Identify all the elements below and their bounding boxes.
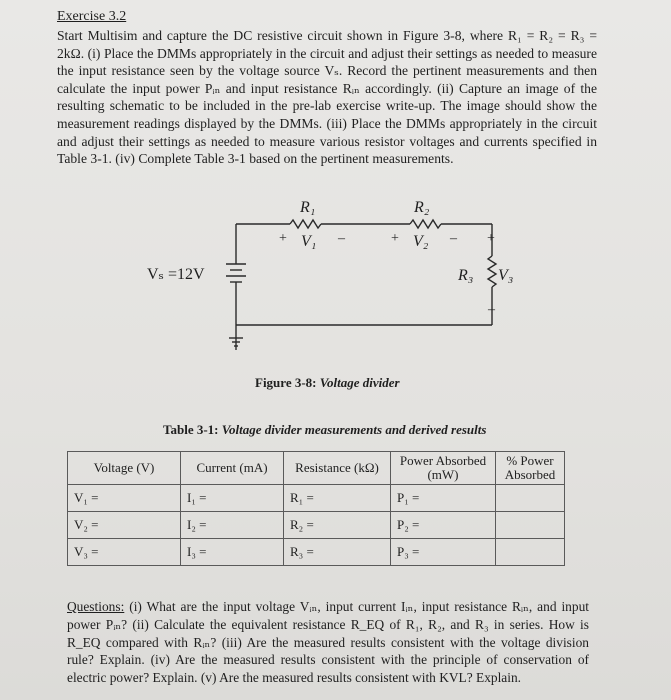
v3-minus: – xyxy=(488,302,495,317)
cell-pct3[interactable] xyxy=(496,539,565,566)
cell-pct2[interactable] xyxy=(496,512,565,539)
exercise-instructions: Start Multisim and capture the DC resistive circuit shown in Figure 3-8, where R₁ = R₂ = R₃ = 2kΩ. (i) Place the DMMs appropriately in the circuit and adjust their settings as needed to measure the input resistance seen by the voltage source Vₛ. Record the pertinent measurements and then calculate the input power Pᵢₙ and input resistance Rᵢₙ accordingly. (ii) Capture an image of the resulting schematic to be included in the pre-lab exercise write-up. The image should show the measurement readings displayed by the DMMs. (iii) Place the DMMs appropriately in the circuit and adjust their settings as needed to measure various resistor voltages and currents specified in Table 3-1. (iv) Complete Table 3-1 based on the pertinent measurements. xyxy=(57,28,597,167)
r1-resistor xyxy=(290,220,321,228)
cell-p1[interactable]: P₁ = xyxy=(391,485,496,512)
cell-pct1[interactable] xyxy=(496,485,565,512)
source-label: Vₛ =12V xyxy=(147,266,205,283)
r3-resistor xyxy=(488,256,496,287)
v2-label: V₂ xyxy=(413,233,429,250)
table-header-row xyxy=(68,452,565,485)
cell-r1[interactable]: R₁ = xyxy=(284,485,391,512)
v1-plus: + xyxy=(279,231,287,246)
v2-plus: + xyxy=(391,231,399,246)
cell-r3[interactable]: R₃ = xyxy=(284,539,391,566)
header-current: Current (mA) xyxy=(181,452,284,485)
header-power: Power Absorbed (mW) xyxy=(391,452,496,485)
measurements-table xyxy=(67,451,565,566)
exercise-heading: Exercise 3.2 xyxy=(57,9,127,24)
v1-minus: – xyxy=(338,231,345,246)
cell-p2[interactable]: P₂ = xyxy=(391,512,496,539)
v3-plus: + xyxy=(487,231,495,246)
table-caption xyxy=(163,422,486,438)
table-row xyxy=(68,485,565,512)
r2-resistor xyxy=(410,220,441,228)
header-percent-power: % Power Absorbed xyxy=(496,452,565,485)
table-caption-title: Voltage divider measurements and derived results xyxy=(221,422,487,437)
cell-v1[interactable]: V₁ = xyxy=(68,485,181,512)
questions-paragraph xyxy=(67,598,589,687)
cell-p3[interactable]: P₃ = xyxy=(391,539,496,566)
table-caption-number: Table 3-1: xyxy=(163,422,219,437)
r1-label: R₁ xyxy=(300,199,316,216)
cell-i1[interactable]: I₁ = xyxy=(181,485,284,512)
cell-v2[interactable]: V₂ = xyxy=(68,512,181,539)
v1-label: V₁ xyxy=(301,233,317,250)
header-voltage: Voltage (V) xyxy=(68,452,181,485)
cell-r2[interactable]: R₂ = xyxy=(284,512,391,539)
header-resistance: Resistance (kΩ) xyxy=(284,452,391,485)
cell-v3[interactable]: V₃ = xyxy=(68,539,181,566)
questions-text: (i) What are the input voltage Vᵢₙ, input current Iᵢₙ, input resistance Rᵢₙ, and input power Pᵢₙ? (ii) Calculate the equivalent resistance R_EQ of R₁, R₂, and R₃ in series. How is R_EQ compared with Rᵢₙ? (iii) Are the measured results consistent with the voltage division rule? Explain. (iv) Are the measured results consistent with the principle of conservation of electric power? Explain. (v) Are the measured results consistent with KVL? Explain. xyxy=(67,599,589,686)
figure-caption xyxy=(255,375,400,391)
figure-caption-title: Voltage divider xyxy=(319,375,400,390)
v2-minus: – xyxy=(450,231,457,246)
table-row xyxy=(68,539,565,566)
r2-label: R₂ xyxy=(414,199,430,216)
cell-i2[interactable]: I₂ = xyxy=(181,512,284,539)
questions-label: Questions: xyxy=(67,599,125,614)
table-row xyxy=(68,512,565,539)
r3-label: R₃ xyxy=(458,267,474,284)
figure-caption-number: Figure 3-8: xyxy=(255,375,317,390)
cell-i3[interactable]: I₃ = xyxy=(181,539,284,566)
v3-label: V₃ xyxy=(498,267,514,284)
